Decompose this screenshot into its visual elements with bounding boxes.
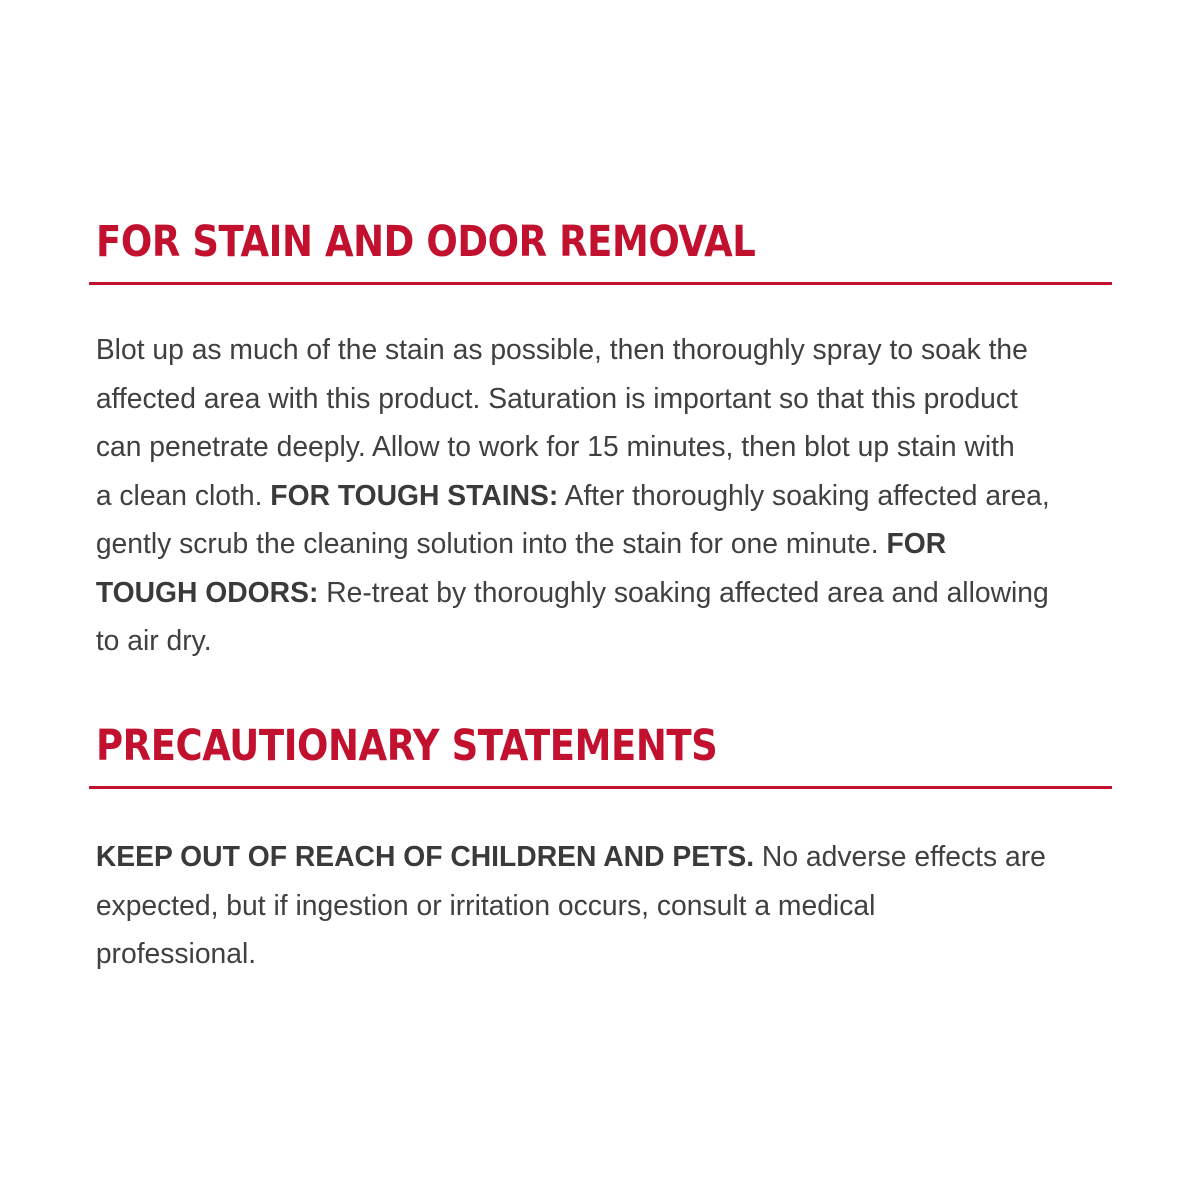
text-line: gently scrub the cleaning solution into the stain for one minute. FOR <box>95 528 947 560</box>
keep-out-of-reach-warning: KEEP OUT OF REACH OF CHILDREN AND PETS. <box>95 841 755 873</box>
directions-paragraph <box>89 326 1086 666</box>
heading-divider <box>89 786 1112 789</box>
text-line: to air dry. <box>95 625 212 657</box>
section-heading: FOR STAIN AND ODOR REMOVAL <box>96 217 756 267</box>
heading-divider <box>89 282 1112 285</box>
text-line: can penetrate deeply. Allow to work for 15 minutes, then blot up stain with <box>95 431 1015 463</box>
text-line: TOUGH ODORS: Re-treat by thoroughly soaking affected area and allowing <box>95 576 1049 609</box>
text-line: expected, but if ingestion or irritation occurs, consult a medical <box>95 889 876 922</box>
tough-stains-label: FOR TOUGH STAINS: <box>270 479 559 512</box>
text-line: KEEP OUT OF REACH OF CHILDREN AND PETS. No adverse effects are <box>95 841 1046 873</box>
text-line: professional. <box>95 938 257 970</box>
precautionary-statements-section <box>89 716 1112 979</box>
text-line: a clean cloth. FOR TOUGH STAINS: After thoroughly soaking affected area, <box>95 479 1050 512</box>
tough-odors-label-part: FOR <box>886 528 947 560</box>
precautions-paragraph <box>89 833 1086 979</box>
text-line: Blot up as much of the stain as possible, then thoroughly spray to soak the <box>95 334 1028 366</box>
text-line: affected area with this product. Saturation is important so that this product <box>95 382 1018 415</box>
tough-odors-label-part: TOUGH ODORS: <box>95 576 319 609</box>
stain-odor-removal-section <box>89 212 1112 666</box>
section-heading: PRECAUTIONARY STATEMENTS <box>96 721 718 771</box>
